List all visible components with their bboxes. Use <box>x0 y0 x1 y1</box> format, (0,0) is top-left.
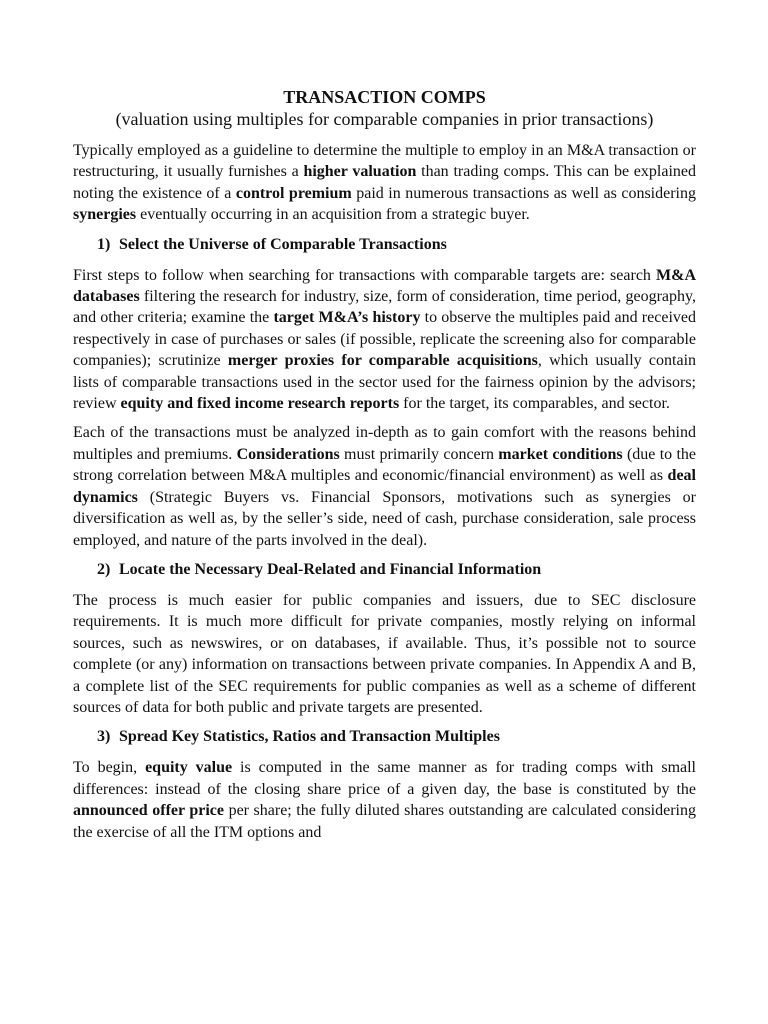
text-run: Typically employed as a guideline to determine the multiple to employ in an M&A transaction or restructuring, it usually furnishes a <box>73 142 696 181</box>
text-run: Each of the transactions must be analyzed in-depth as to gain comfort with the reasons behind multiples and premiums. <box>73 424 696 463</box>
text-run: First steps to follow when searching for transactions with comparable targets are: search <box>73 266 657 284</box>
section-1-heading <box>97 234 696 255</box>
section-2-heading <box>97 559 696 580</box>
bold-term: M&A databases <box>73 266 696 306</box>
bold-term: higher valuation <box>303 163 417 181</box>
text-run: To begin, <box>73 759 146 777</box>
bold-term: announced offer price <box>73 802 225 820</box>
text-run: eventually occurring in an acquisition from a strategic buyer. <box>136 206 530 224</box>
intro-paragraph <box>73 140 696 226</box>
section-3-paragraph-1 <box>73 757 696 843</box>
bold-term: market conditions <box>498 445 623 463</box>
text-run: , which usually contain lists of comparable transactions used in the sector used for the fairness opinion by the advisors; review <box>73 352 697 413</box>
bold-term: merger proxies for comparable acquisitions <box>227 352 538 370</box>
text-run: per share; the fully diluted shares outstanding are calculated considering the exercise of all the ITM options and <box>73 802 696 841</box>
bold-term: deal dynamics <box>73 467 696 506</box>
section-1-paragraph-1 <box>73 265 696 415</box>
section-2-number: 2) <box>97 560 111 578</box>
section-2-paragraph-1 <box>73 590 696 718</box>
bold-term: equity value <box>145 759 233 777</box>
text-run: (Strategic Buyers vs. Financial Sponsors, motivations such as synergies or diversification as well as, by the seller’s side, need of cash, purchase consideration, sale process employed, and nature of the parts involved in the deal). <box>73 488 696 549</box>
text-run: than trading comps. This can be explained noting the existence of a <box>73 163 697 202</box>
section-3-title: Spread Key Statistics, Ratios and Transaction Multiples <box>119 728 500 746</box>
text-run: paid in numerous transactions as well as considering <box>351 184 697 202</box>
text-run: must primarily concern <box>339 445 499 463</box>
text-run: (due to the strong correlation between M&A multiples and economic/financial environment) as well as <box>73 445 697 485</box>
section-3-heading <box>97 726 696 747</box>
text-run: The process is much easier for public companies and issuers, due to SEC disclosure requirements. It is much more difficult for private companies, mostly relying on informal sources, such as newswires, or on databases, if available. Thus, it’s possible not to source complete (or any) information on transactions between private companies. In Appendix A and B, a complete list of the SEC requirements for public companies as well as a scheme of different sources of data for both public and private targets are presented. <box>73 591 696 716</box>
text-run: for the target, its comparables, and sector. <box>399 395 670 413</box>
page-subtitle: (valuation using multiples for comparable companies in prior transactions) <box>115 109 654 129</box>
bold-term: target M&A’s history <box>273 309 421 327</box>
page-title: TRANSACTION COMPS <box>283 87 486 107</box>
section-1-number: 1) <box>97 235 111 253</box>
bold-term: equity and fixed income research reports <box>120 395 400 413</box>
text-run: filtering the research for industry, size, form of consideration, time period, geography, and other criteria; examine the <box>73 288 696 327</box>
section-3-number: 3) <box>97 728 111 746</box>
text-run: is computed in the same manner as for trading comps with small differences: instead of the closing share price of a given day, the base is constituted by the <box>73 759 697 798</box>
section-2-title: Locate the Necessary Deal-Related and Financial Information <box>119 560 542 578</box>
bold-term: synergies <box>73 206 137 224</box>
bold-term: Considerations <box>236 445 340 463</box>
section-1-title: Select the Universe of Comparable Transactions <box>119 235 447 253</box>
bold-term: control premium <box>235 184 352 202</box>
section-1-paragraph-2 <box>73 422 696 550</box>
text-run: to observe the multiples paid and received respectively in case of purchases or sales (if possible, replicate the screening also for comparable companies); scrutinize <box>73 309 696 370</box>
